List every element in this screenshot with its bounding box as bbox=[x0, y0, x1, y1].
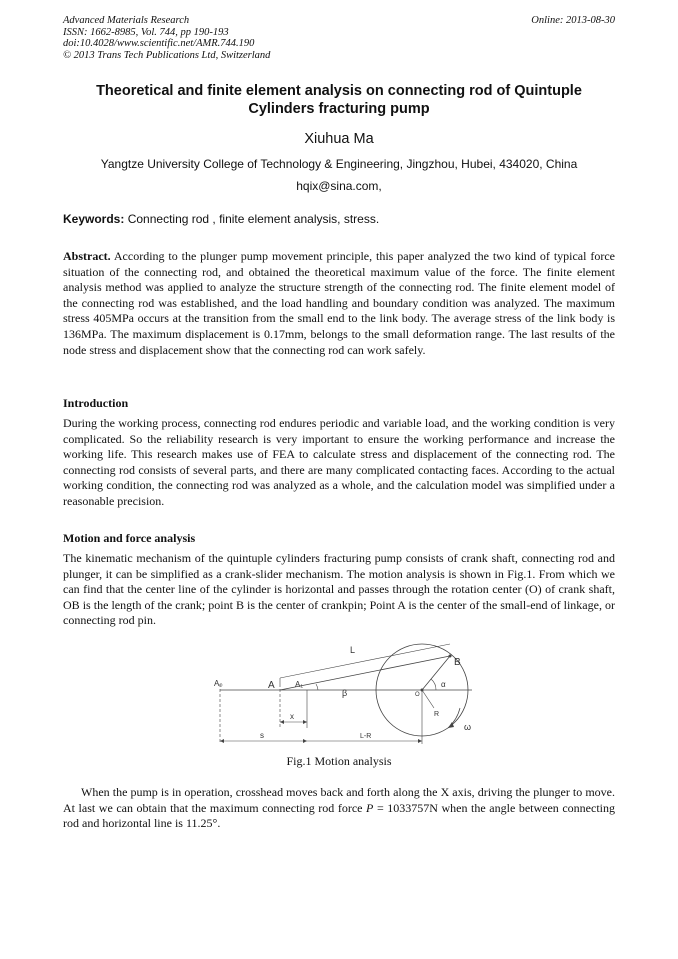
abstract-text: According to the plunger pump movement principle, this paper analyzed the two kind of typical force situation of the connecting rod, and obtained the theoretical maximum value of the force. The finite element analysis method was applied to analyze the structure strength of the connecting rod. The finite element model of the connecting rod was established, and the load handling and boundary condition was analyzed. The maximum stress 405MPa occurs at the transition from the small end to the link body. The average stress of the link body is 136MPa. The maximum displacement is 0.17mm, belongs to the small deformation range. The last results of the node stress and displacement show that the connecting rod can work safely. bbox=[63, 249, 615, 357]
author-affiliation: Yangtze University College of Technology & Engineering, Jingzhou, Hubei, 434020, China bbox=[100, 157, 578, 171]
title-line-1: Theoretical and finite element analysis on connecting rod of Quintuple bbox=[96, 83, 582, 99]
operation-text-start: When the pump is in operation, crosshead moves back and forth along the X axis, driving the plunger to move. At last we can obtain that the maximum connecting rod force bbox=[63, 785, 615, 815]
keywords-label: Keywords: bbox=[63, 212, 125, 226]
paper-title bbox=[63, 83, 615, 118]
journal-name: Advanced Materials Research bbox=[63, 15, 190, 26]
s-arrow-right bbox=[303, 739, 307, 743]
label-alpha: α bbox=[441, 680, 446, 689]
label-r: R bbox=[434, 711, 440, 718]
label-x: x bbox=[290, 712, 294, 721]
label-l: L bbox=[350, 645, 356, 655]
label-o: O bbox=[415, 692, 420, 698]
author-email: hqix@sina.com, bbox=[296, 179, 382, 193]
point-o bbox=[421, 689, 424, 692]
copyright-line: © 2013 Trans Tech Publications Ltd, Switzerland bbox=[63, 49, 271, 61]
label-a1: A₁ bbox=[295, 680, 304, 689]
title-line-2: Cylinders fracturing pump bbox=[248, 100, 430, 117]
motion-text: The kinematic mechanism of the quintuple cylinders fracturing pump consists of crank shaft, connecting rod and plunger, it can be simplified as a crank-slider mechanism. The motion analysis is shown in Fig.1. From which we can find that the center line of the cylinder is horizontal and passes through the rotation center (O) of crank shaft, OB is the length of the crank; point B is the center of crankpin; Point A is the center of the small-end of linkage, or connecting rod pin. bbox=[63, 551, 615, 628]
online-date: Online: 2013-08-30 bbox=[531, 15, 615, 26]
force-symbol: P bbox=[366, 800, 374, 815]
point-b bbox=[449, 655, 452, 658]
introduction-text: During the working process, connecting rod endures periodic and variable load, and the working condition is very complicated. So the reliability research is very important to ensure the working performance and increase the working life. This research makes use of FEA to calculate stress and displacement of the connecting rod. The connecting rod consists of several parts, and there are many complicated contacting faces. According to the actual working condition, the connecting rod was analyzed as a whole, and the calculation model was simplified under a reasonable precision. bbox=[63, 416, 615, 508]
operation-paragraph bbox=[63, 785, 615, 832]
lr-arrow-right bbox=[418, 739, 422, 743]
x-arrow-left bbox=[280, 720, 284, 724]
abstract bbox=[63, 249, 615, 358]
label-s: s bbox=[260, 731, 264, 740]
figure-caption: Fig.1 Motion analysis bbox=[286, 754, 392, 768]
introduction-heading: Introduction bbox=[63, 396, 129, 410]
operation-text-end: when the angle between connecting rod and horizontal line is 11.25°. bbox=[63, 800, 616, 831]
force-value: = 1033757N bbox=[373, 800, 438, 815]
radius-r-line bbox=[422, 690, 434, 708]
s-arrow-left bbox=[220, 739, 224, 743]
author-name: Xiuhua Ma bbox=[304, 131, 374, 147]
x-arrow-right bbox=[303, 720, 307, 724]
journal-metadata bbox=[63, 15, 270, 61]
label-omega: ω bbox=[464, 722, 472, 732]
crank-slider-diagram bbox=[210, 640, 480, 752]
label-b: B bbox=[454, 657, 461, 668]
beta-arc bbox=[316, 684, 318, 690]
keywords bbox=[63, 212, 615, 226]
label-a0: A₀ bbox=[214, 679, 223, 688]
abstract-label: Abstract. bbox=[63, 249, 111, 263]
label-beta: β bbox=[342, 688, 348, 698]
issn-line: ISSN: 1662-8985, Vol. 744, pp 190-193 bbox=[63, 26, 229, 38]
alpha-arc bbox=[431, 679, 436, 690]
keywords-text: Connecting rod , finite element analysis, stress. bbox=[127, 212, 380, 226]
label-a: A bbox=[268, 680, 275, 691]
label-l-minus-r: L-R bbox=[360, 733, 372, 740]
motion-heading: Motion and force analysis bbox=[63, 531, 196, 545]
motion-analysis-figure bbox=[210, 640, 480, 752]
doi-line: doi:10.4028/www.scientific.net/AMR.744.190 bbox=[63, 38, 255, 49]
